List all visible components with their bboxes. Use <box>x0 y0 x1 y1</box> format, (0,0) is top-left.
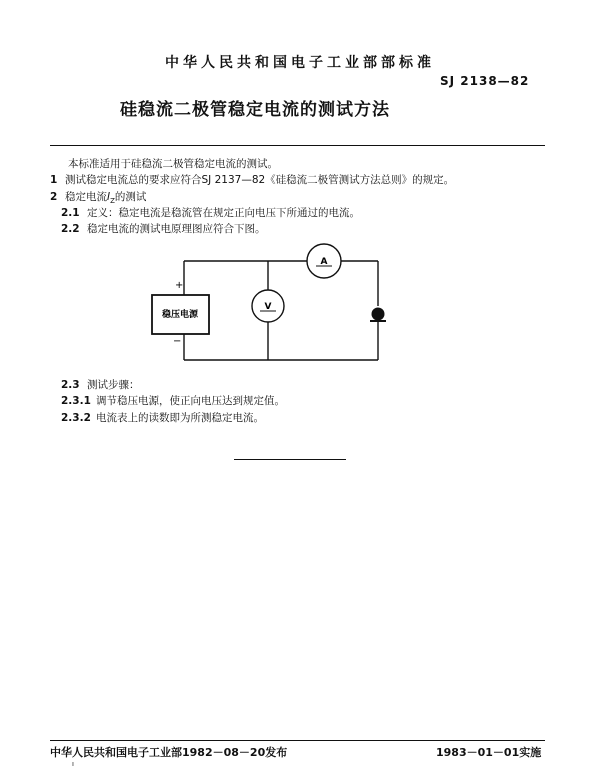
diode-icon <box>372 308 385 321</box>
clause-2-1 <box>61 206 360 220</box>
ministry-header: 中华人民共和国电子工业部部标准 <box>165 55 435 71</box>
standard-number: SJ 2138—82 <box>440 74 530 88</box>
power-supply-label: 稳压电源 <box>161 310 199 320</box>
clause-number: 1 <box>50 174 58 186</box>
clause-2-2 <box>61 222 266 236</box>
clause-text: 定义：稳定电流是稳流管在规定正向电压下所通过的电流。 <box>87 207 360 219</box>
clause-text: 测试步骤： <box>87 379 140 391</box>
minus-sign: − <box>173 336 182 347</box>
voltmeter-label: V <box>264 302 272 312</box>
clause-number: 2.1 <box>61 207 80 219</box>
clause-text: 稳定电流的测试电原理图应符合下图。 <box>87 223 266 235</box>
current-subscript: Z <box>110 197 115 206</box>
clause-2-3-2 <box>61 411 264 425</box>
clause-text: 稳定电流 <box>65 191 107 203</box>
clause-number: 2.3.1 <box>61 395 91 407</box>
clause-number: 2.3 <box>61 379 80 391</box>
document-title: 硅稳流二极管稳定电流的测试方法 <box>120 100 390 120</box>
clause-1 <box>50 173 454 187</box>
clause-text: 测试稳定电流总的要求应符合SJ 2137—82《硅稳流二极管测试方法总则》的规定。 <box>65 174 455 186</box>
clause-number: 2 <box>50 191 58 203</box>
effective-date: 1983－01－01实施 <box>436 746 542 759</box>
clause-text: 调节稳压电源，使正向电压达到规定值。 <box>96 395 285 407</box>
clause-2-3-1 <box>61 394 285 408</box>
intro-paragraph: 本标准适用于硅稳流二极管稳定电流的测试。 <box>68 158 278 170</box>
footer-rule <box>50 740 545 741</box>
circuit-diagram <box>140 240 400 370</box>
clause-text-after: 的测试 <box>114 191 147 203</box>
ammeter-label: A <box>320 257 328 267</box>
current-symbol: I <box>107 191 111 203</box>
clause-number: 2.2 <box>61 223 80 235</box>
clause-text: 电流表上的读数即为所测稳定电流。 <box>96 412 264 424</box>
issue-date: 中华人民共和国电子工业部1982－08－20发布 <box>50 746 288 759</box>
clause-2-3 <box>61 378 140 392</box>
page-mark: ı <box>72 760 74 768</box>
plus-sign: + <box>175 280 184 291</box>
end-rule <box>234 459 346 460</box>
clause-number: 2.3.2 <box>61 412 91 424</box>
header-rule <box>50 145 545 146</box>
